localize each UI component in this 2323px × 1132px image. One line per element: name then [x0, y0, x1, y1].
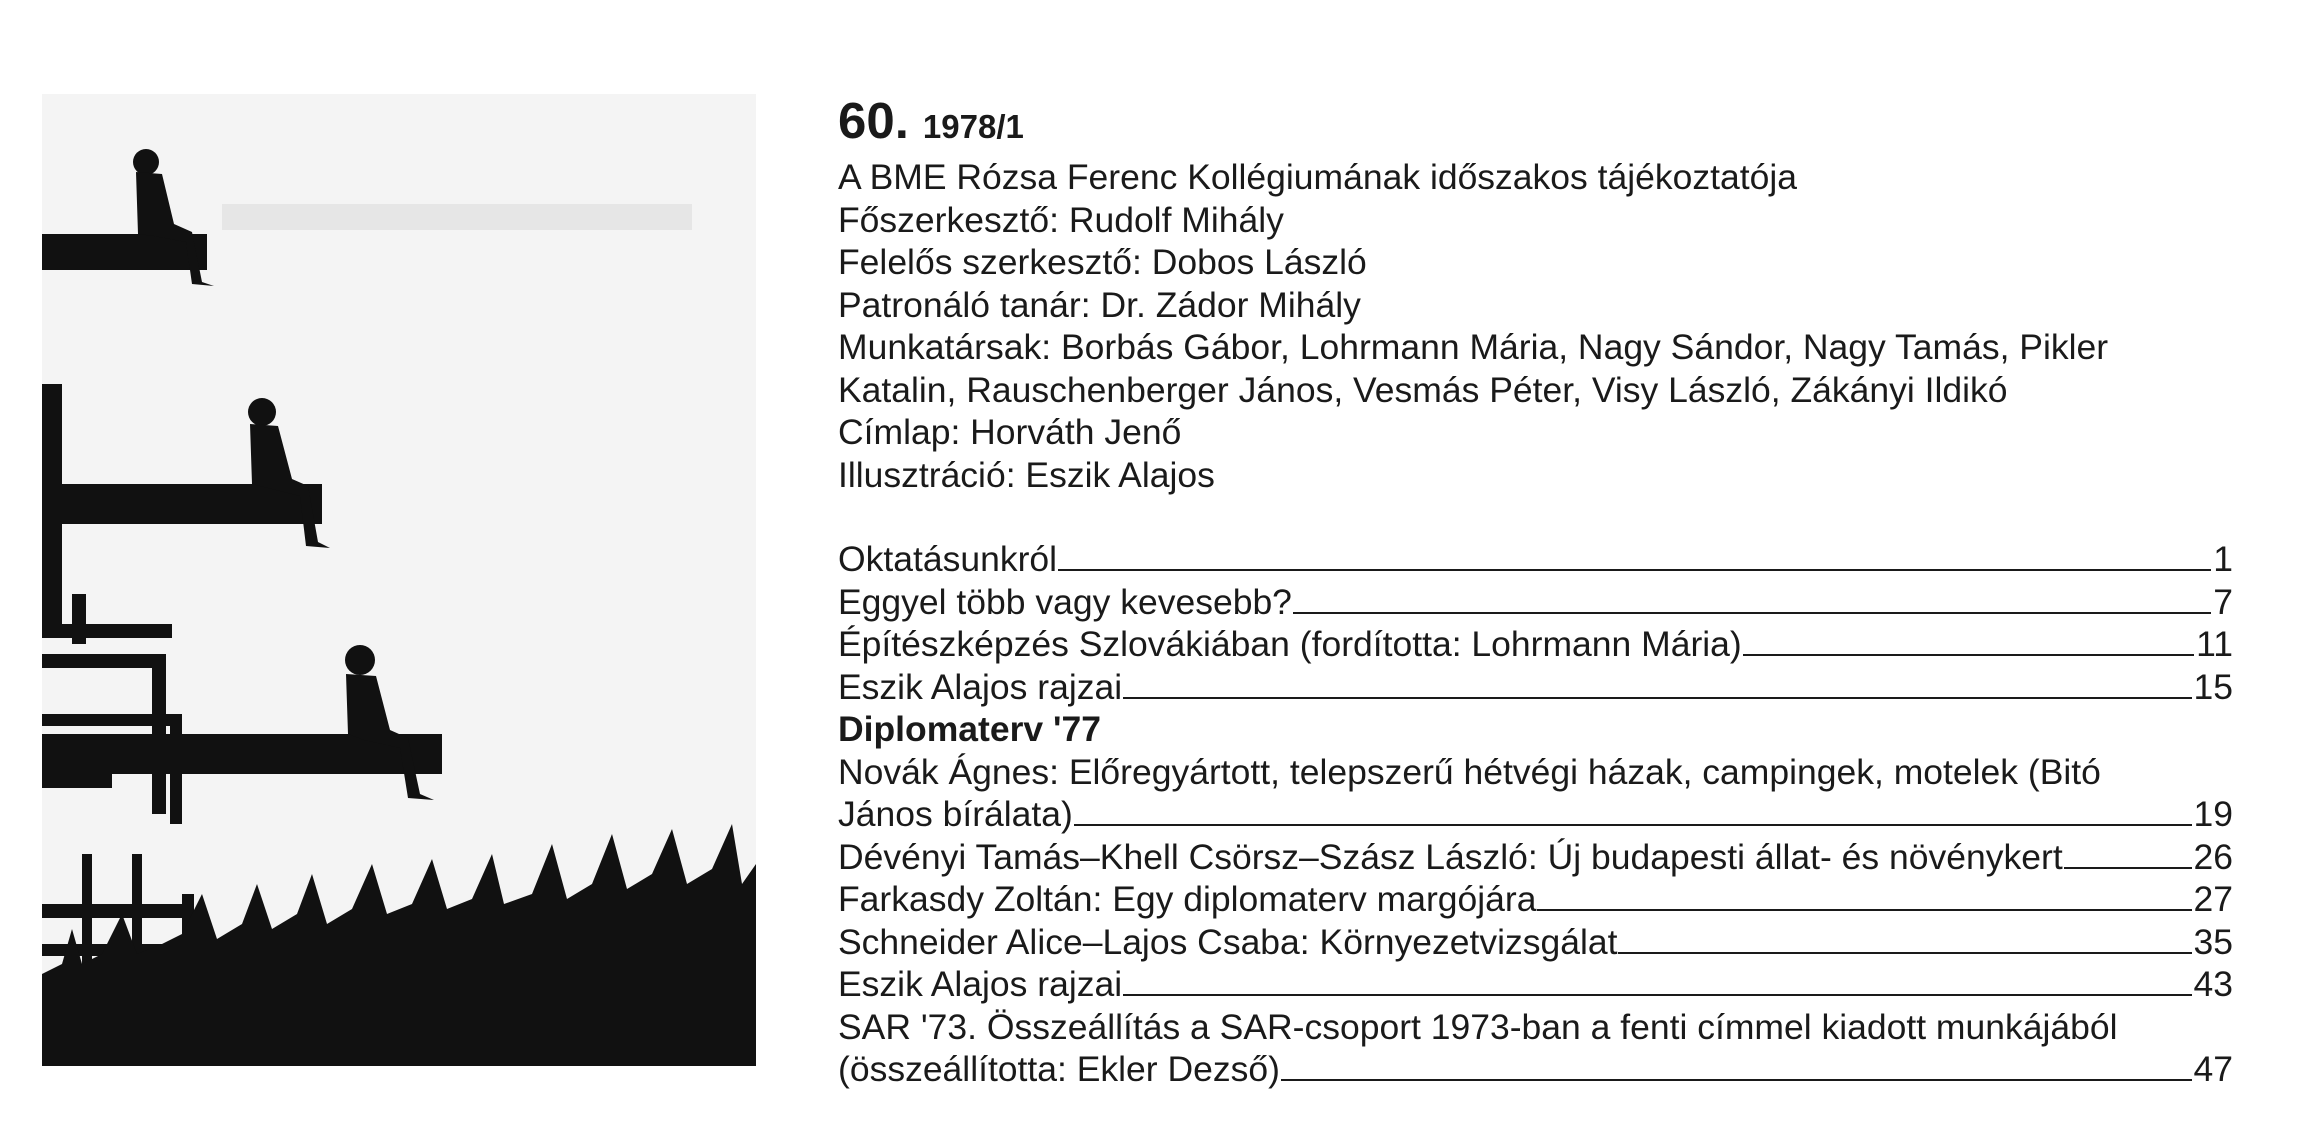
toc-entry: [838, 963, 2233, 1006]
toc-leader: [1537, 909, 2191, 911]
issue-number: 60.: [838, 92, 909, 149]
toc-title: Eszik Alajos rajzai: [838, 666, 1123, 707]
toc-page: 43: [2193, 964, 2233, 1004]
toc-page: 11: [2196, 624, 2233, 664]
toc-entry: [838, 623, 2233, 666]
credit-responsible-editor: Felelős szerkesztő: Dobos László: [838, 242, 1367, 282]
toc-entry: [838, 538, 2233, 581]
toc-leader: [1743, 654, 2194, 656]
toc-page: 1: [2213, 539, 2233, 579]
credit-contributors-cont: Katalin, Rauschenberger János, Vesmás Péter, Visy László, Zákányi Ildikó: [838, 369, 2008, 410]
credits-block: [838, 156, 2233, 496]
toc-leader: [1058, 569, 2211, 571]
toc-entry: [838, 666, 2233, 709]
toc-leader: [1074, 824, 2192, 826]
toc-leader: [1281, 1079, 2192, 1081]
toc-page: 47: [2193, 1049, 2233, 1089]
toc-page: 27: [2193, 879, 2233, 919]
issue-heading: [838, 92, 2233, 156]
credit-editor-in-chief: Főszerkesztő: Rudolf Mihály: [838, 199, 1284, 240]
toc-page: 15: [2193, 666, 2233, 707]
toc-page: 7: [2213, 581, 2233, 622]
toc-entry: [838, 793, 2233, 836]
toc-title: Schneider Alice–Lajos Csaba: Környezetvizsgálat: [838, 921, 1618, 962]
toc-section-heading: Diplomaterv '77: [838, 709, 1101, 749]
credit-cover: Címlap: Horváth Jenő: [838, 412, 1182, 452]
toc-leader: [1123, 994, 2191, 996]
toc-entry: [838, 921, 2233, 964]
toc-leader: [1618, 952, 2191, 954]
toc-entry: [838, 581, 2233, 624]
issue-date: 1978/1: [922, 108, 1024, 145]
credit-patron-teacher: Patronáló tanár: Dr. Zádor Mihály: [838, 284, 1361, 325]
toc-title: Eggyel több vagy kevesebb?: [838, 581, 1292, 622]
toc-entry: [838, 836, 2233, 879]
document-content: [838, 92, 2233, 1091]
cover-illustration: [42, 94, 756, 1066]
toc-title: Oktatásunkról: [838, 539, 1058, 579]
publication-subtitle: A BME Rózsa Ferenc Kollégiumának időszakos tájékoztatója: [838, 157, 1797, 197]
credit-illustration: Illusztráció: Eszik Alajos: [838, 454, 1215, 495]
toc-title: Építészképzés Szlovákiában (fordította: Lohrmann Mária): [838, 624, 1742, 664]
toc-entry: [838, 1048, 2233, 1091]
table-of-contents: [838, 538, 2233, 1091]
toc-entry-line: Novák Ágnes: Előregyártott, telepszerű hétvégi házak, campingek, motelek (Bitó: [838, 751, 2101, 792]
toc-title: Farkasdy Zoltán: Egy diplomaterv margójára: [838, 879, 1537, 919]
toc-title: János bírálata): [838, 794, 1073, 834]
toc-leader: [1293, 612, 2211, 614]
toc-title: (összeállította: Ekler Dezső): [838, 1049, 1280, 1089]
toc-page: 35: [2193, 921, 2233, 962]
credit-contributors: Munkatársak: Borbás Gábor, Lohrmann Mária, Nagy Sándor, Nagy Tamás, Pikler: [838, 327, 2109, 367]
toc-entry-line: SAR '73. Összeállítás a SAR-csoport 1973-ban a fenti címmel kiadott munkájából: [838, 1006, 2118, 1047]
toc-page: 19: [2193, 794, 2233, 834]
toc-title: Eszik Alajos rajzai: [838, 964, 1123, 1004]
toc-title: Dévényi Tamás–Khell Csörsz–Szász László: Új budapesti állat- és növénykert: [838, 836, 2063, 877]
toc-entry: [838, 878, 2233, 921]
toc-page: 26: [2193, 836, 2233, 877]
toc-leader: [1123, 697, 2191, 699]
cover-image: [42, 94, 756, 1066]
toc-leader: [2064, 867, 2192, 869]
